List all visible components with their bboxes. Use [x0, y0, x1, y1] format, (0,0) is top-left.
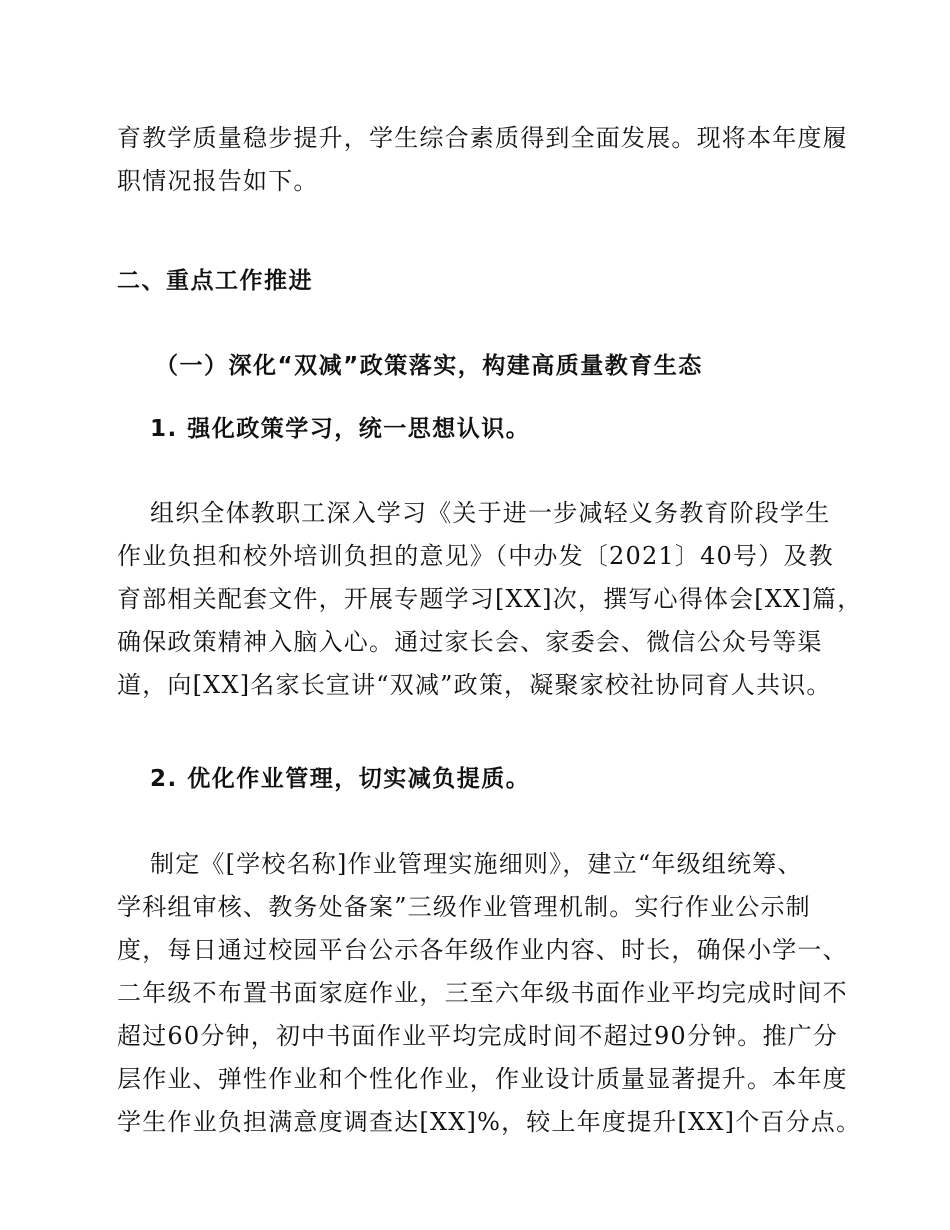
item1-paragraph-line: 作业负担和校外培训负担的意见》（中办发〔2021〕40号）及教 [117, 542, 834, 570]
item1-heading: 1. 强化政策学习，统一思想认识。 [150, 416, 531, 442]
item1-paragraph-line: 组织全体教职工深入学习《关于进一步减轻义务教育阶段学生 [150, 499, 831, 527]
item2-paragraph-line: 学生作业负担满意度调查达[XX]%，较上年度提升[XX]个百分点。 [117, 1108, 862, 1136]
intro-line-1: 育教学质量稳步提升，学生综合素质得到全面发展。现将本年度履 [117, 124, 848, 152]
item2-paragraph-line: 层作业、弹性作业和个性化作业，作业设计质量显著提升。本年度 [117, 1065, 848, 1093]
item2-paragraph-line: 学科组审核、教务处备案”三级作业管理机制。实行作业公示制 [117, 893, 811, 921]
item2-paragraph-line: 超过60分钟，初中书面作业平均完成时间不超过90分钟。推广分 [117, 1022, 839, 1050]
item2-paragraph-line: 度，每日通过校园平台公示各年级作业内容、时长，确保小学一、 [117, 936, 848, 964]
section-title: 二、重点工作推进 [117, 268, 313, 294]
item2-heading: 2. 优化作业管理，切实减负提质。 [150, 766, 531, 792]
subsection-title: （一）深化“双减”政策落实，构建高质量教育生态 [155, 353, 703, 379]
item2-paragraph-line: 二年级不布置书面家庭作业，三至六年级书面作业平均完成时间不 [117, 979, 848, 1007]
intro-line-2: 职情况报告如下。 [117, 167, 319, 195]
item1-paragraph-line: 道，向[XX]名家长宣讲“双减”政策，凝聚家校社协同育人共识。 [117, 671, 832, 699]
item1-paragraph-line: 育部相关配套文件，开展专题学习[XX]次，撰写心得体会[XX]篇， [117, 585, 863, 613]
item1-paragraph-line: 确保政策精神入脑入心。通过家长会、家委会、微信公众号等渠 [117, 628, 823, 656]
item2-paragraph-line: 制定《[学校名称]作业管理实施细则》，建立“年级组统筹、 [150, 850, 803, 878]
